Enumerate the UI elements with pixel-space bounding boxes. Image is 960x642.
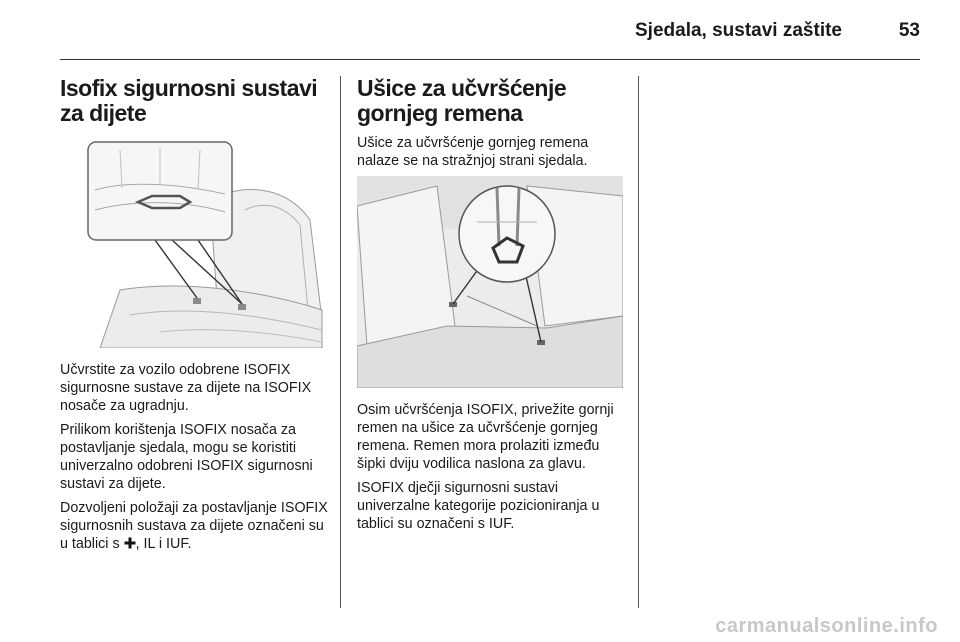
column-divider — [638, 76, 639, 608]
watermark: carmanualsonline.info — [715, 615, 938, 637]
paragraph-text: , IL i IUF. — [135, 536, 192, 552]
paragraph: ISOFIX dječji sigurnosni sustavi univerzalne kategorije pozicioniranja u tablici su označeni s IUF. — [357, 480, 600, 532]
top-tether-text — [357, 401, 625, 539]
paragraph: Učvrstite za vozilo odobrene ISOFIX sigurnosne sustave za dijete na ISOFIX nosače za ugradnju. — [60, 362, 312, 414]
page-number: 53 — [898, 20, 920, 41]
paragraph: Ušice za učvršćenje gornjeg remena nalaze se na stražnjoj strani sjedala. — [357, 135, 589, 169]
paragraph-text: Dozvoljeni položaji za postavljanje ISOFIX sigurnosnih sustava za dijete označeni su u tablici s — [60, 500, 328, 552]
section-heading-top-tether: Ušice za učvršćenje gornjeg remena — [357, 75, 567, 126]
header-title: Sjedala, sustavi zaštite — [635, 20, 842, 41]
plus-icon — [124, 537, 136, 549]
paragraph: Prilikom korištenja ISOFIX nosača za postavljanje sjedala, mogu se koristiti univerzalno odobreni ISOFIX sigurnosni sustavi za dijete. — [60, 422, 313, 492]
top-tether-illustration — [357, 176, 623, 388]
header-rule — [60, 59, 920, 60]
column-divider — [340, 76, 341, 608]
paragraph — [60, 499, 330, 553]
column-top-tether — [357, 76, 623, 176]
isofix-text — [60, 361, 330, 559]
page-header — [60, 0, 920, 58]
isofix-anchor-illustration — [60, 140, 324, 348]
paragraph: Osim učvršćenja ISOFIX, privežite gornji remen na ušice za učvršćenje gornjeg remena. Remen mora prolaziti između šipki dviju vodilica naslona za glavu. — [357, 402, 614, 472]
section-heading-isofix: Isofix sigurnosni sustavi za dijete — [60, 75, 318, 126]
column-isofix — [60, 76, 328, 126]
